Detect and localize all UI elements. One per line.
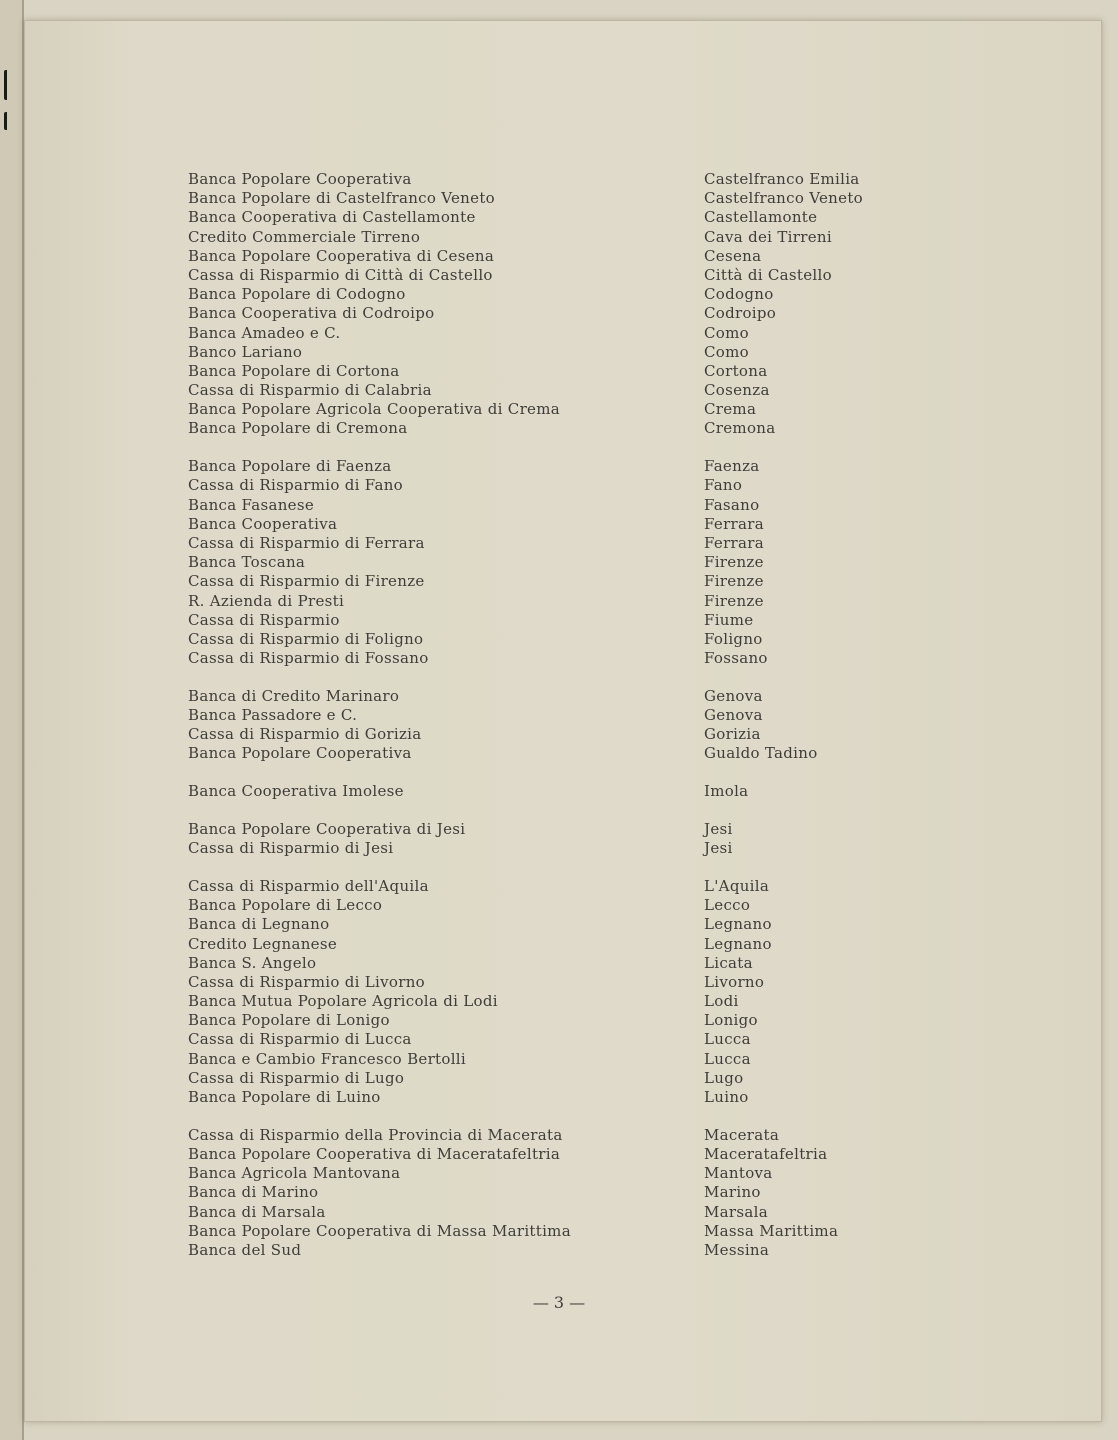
bank-name: Banca Toscana — [188, 553, 306, 572]
list-item — [188, 1241, 1068, 1260]
city-name: Massa Marittima — [704, 1221, 839, 1240]
bank-name: Banca S. Angelo — [188, 953, 317, 972]
bank-name: Banca Popolare Cooperativa — [188, 170, 412, 188]
list-item — [188, 419, 1068, 438]
bank-name: Cassa di Risparmio di Ferrara — [188, 533, 425, 552]
bank-name: Banca Mutua Popolare Agricola di Lodi — [188, 992, 498, 1011]
list-item — [188, 954, 1068, 973]
bank-name: Banca Popolare Cooperativa di Cesena — [188, 246, 495, 265]
city-name: Faenza — [704, 457, 760, 476]
city-name: Imola — [704, 782, 749, 801]
bank-name: Banca di Marino — [188, 1183, 319, 1202]
city-name: Lodi — [704, 992, 739, 1011]
bank-name: Banca Amadeo e C. — [188, 323, 341, 342]
city-name: Cava dei Tirreni — [704, 227, 832, 246]
bank-name: Credito Commerciale Tirreno — [188, 227, 421, 246]
city-name: Città di Castello — [704, 265, 832, 284]
bank-name: Cassa di Risparmio — [188, 610, 340, 629]
list-item — [188, 381, 1068, 400]
list-item — [188, 782, 1068, 801]
bank-name: Cassa di Risparmio di Lucca — [188, 1030, 412, 1049]
list-item — [188, 515, 1068, 534]
city-name: Castellamonte — [704, 208, 818, 227]
list-item — [188, 896, 1068, 915]
list-item — [188, 935, 1068, 954]
city-name: Gualdo Tadino — [704, 744, 818, 763]
city-name: L'Aquila — [704, 876, 770, 895]
bank-name: Banca e Cambio Francesco Bertolli — [188, 1049, 467, 1068]
city-name: Firenze — [704, 553, 764, 572]
city-name: Lugo — [704, 1068, 744, 1087]
city-name: Livorno — [704, 972, 765, 991]
city-name: Fossano — [704, 649, 768, 668]
bank-name: Banca Popolare Cooperativa di Massa Marittima — [188, 1221, 571, 1240]
city-name: Cosenza — [704, 381, 770, 400]
bank-name: Banca Popolare Cooperativa — [188, 744, 412, 763]
city-name: Legnano — [704, 934, 772, 953]
list-item — [188, 362, 1068, 381]
list-item — [188, 534, 1068, 553]
list-item — [188, 228, 1068, 247]
bank-name: Cassa di Risparmio di Jesi — [188, 839, 394, 858]
list-item — [188, 304, 1068, 323]
list-item — [188, 189, 1068, 208]
bank-name: Banca Cooperativa — [188, 514, 338, 533]
city-name: Crema — [704, 400, 757, 419]
city-name: Cortona — [704, 361, 768, 380]
city-name: Cremona — [704, 419, 776, 438]
bank-name: Cassa di Risparmio di Città di Castello — [188, 265, 493, 284]
bank-name: Banca Passadore e C. — [188, 706, 358, 725]
city-name: Cesena — [704, 246, 762, 265]
list-item — [188, 1164, 1068, 1183]
bank-name: Banca Popolare Cooperativa di Maceratafeltria — [188, 1145, 561, 1163]
city-name: Lucca — [704, 1030, 751, 1049]
entry-group — [188, 457, 1068, 668]
city-name: Como — [704, 323, 749, 342]
list-item — [188, 1011, 1068, 1030]
bank-listing — [188, 170, 1068, 1279]
bank-name: Banca Fasanese — [188, 495, 315, 514]
list-item — [188, 324, 1068, 343]
list-item — [188, 1145, 1068, 1164]
list-item — [188, 400, 1068, 419]
list-item — [188, 877, 1068, 896]
bank-name: Cassa di Risparmio di Calabria — [188, 381, 432, 400]
city-name: Codogno — [704, 285, 774, 304]
city-name: Lucca — [704, 1049, 751, 1068]
list-item — [188, 1088, 1068, 1107]
list-item — [188, 1183, 1068, 1202]
city-name: Jesi — [704, 839, 733, 858]
list-item — [188, 915, 1068, 934]
bank-name: Banca di Credito Marinaro — [188, 686, 400, 705]
city-name: Castelfranco Emilia — [704, 170, 860, 188]
city-name: Genova — [704, 706, 763, 725]
bank-name: Banca Popolare di Codogno — [188, 285, 406, 304]
city-name: Legnano — [704, 915, 772, 934]
city-name: Lonigo — [704, 1011, 758, 1030]
city-name: Fano — [704, 476, 743, 495]
bank-name: Cassa di Risparmio di Fano — [188, 476, 404, 495]
entry-group — [188, 170, 1068, 439]
city-name: Castelfranco Veneto — [704, 189, 863, 208]
city-name: Ferrara — [704, 514, 764, 533]
bank-name: Banca Popolare Agricola Cooperativa di Crema — [188, 400, 560, 419]
bank-name: Banca Popolare di Cremona — [188, 419, 408, 438]
bank-name: Banca Cooperativa Imolese — [188, 782, 404, 801]
city-name: Fasano — [704, 495, 760, 514]
bank-name: Cassa di Risparmio di Foligno — [188, 629, 424, 648]
city-name: Licata — [704, 953, 753, 972]
city-name: Maceratafeltria — [704, 1145, 828, 1163]
bank-name: Banco Lariano — [188, 342, 303, 361]
list-item — [188, 285, 1068, 304]
city-name: Jesi — [704, 820, 733, 838]
city-name: Macerata — [704, 1125, 780, 1144]
city-name: Marsala — [704, 1202, 768, 1221]
city-name: Fiume — [704, 610, 754, 629]
city-name: Messina — [704, 1240, 770, 1259]
entry-group — [188, 782, 1068, 801]
list-item — [188, 247, 1068, 266]
bank-name: Banca Popolare Cooperativa di Jesi — [188, 820, 466, 838]
bank-name: Banca Agricola Mantovana — [188, 1164, 401, 1183]
city-name: Genova — [704, 686, 763, 705]
list-item — [188, 1203, 1068, 1222]
page-binding — [0, 0, 24, 1440]
bank-name: Banca Popolare di Lecco — [188, 896, 383, 915]
entry-group — [188, 877, 1068, 1107]
city-name: Marino — [704, 1183, 761, 1202]
page-number: — 3 — — [532, 1293, 586, 1312]
bank-name: Banca Cooperativa di Castellamonte — [188, 208, 476, 227]
list-item — [188, 170, 1068, 189]
city-name: Firenze — [704, 591, 764, 610]
list-item — [188, 687, 1068, 706]
list-item — [188, 1069, 1068, 1088]
list-item — [188, 457, 1068, 476]
list-item — [188, 973, 1068, 992]
bank-name: Banca del Sud — [188, 1240, 302, 1259]
city-name: Como — [704, 342, 749, 361]
list-item — [188, 553, 1068, 572]
bank-name: Banca Cooperativa di Codroipo — [188, 304, 435, 323]
city-name: Firenze — [704, 572, 764, 591]
list-item — [188, 572, 1068, 591]
list-item — [188, 1222, 1068, 1241]
bank-name: Cassa di Risparmio di Lugo — [188, 1068, 405, 1087]
bank-name: R. Azienda di Presti — [188, 591, 345, 610]
list-item — [188, 630, 1068, 649]
list-item — [188, 992, 1068, 1011]
bank-name: Cassa di Risparmio di Fossano — [188, 649, 429, 668]
list-item — [188, 1126, 1068, 1145]
entry-group — [188, 1126, 1068, 1260]
city-name: Mantova — [704, 1164, 773, 1183]
list-item — [188, 496, 1068, 515]
city-name: Luino — [704, 1088, 749, 1107]
list-item — [188, 476, 1068, 495]
bank-name: Banca di Marsala — [188, 1202, 326, 1221]
bank-name: Banca Popolare di Cortona — [188, 361, 400, 380]
list-item — [188, 343, 1068, 362]
bank-name: Credito Legnanese — [188, 934, 338, 953]
list-item — [188, 744, 1068, 763]
bank-name: Banca di Legnano — [188, 915, 330, 934]
list-item — [188, 725, 1068, 744]
list-item — [188, 1030, 1068, 1049]
list-item — [188, 649, 1068, 668]
city-name: Foligno — [704, 629, 763, 648]
bank-name: Cassa di Risparmio di Firenze — [188, 572, 425, 591]
bank-name: Cassa di Risparmio della Provincia di Macerata — [188, 1125, 563, 1144]
list-item — [188, 266, 1068, 285]
list-item — [188, 1050, 1068, 1069]
list-item — [188, 208, 1068, 227]
bank-name: Cassa di Risparmio dell'Aquila — [188, 876, 429, 895]
list-item — [188, 592, 1068, 611]
bank-name: Cassa di Risparmio di Livorno — [188, 972, 426, 991]
list-item — [188, 820, 1068, 839]
bank-name: Banca Popolare di Castelfranco Veneto — [188, 189, 495, 208]
entry-group — [188, 687, 1068, 764]
city-name: Lecco — [704, 896, 751, 915]
city-name: Codroipo — [704, 304, 777, 323]
staple — [4, 112, 13, 130]
staple — [4, 70, 13, 100]
list-item — [188, 706, 1068, 725]
bank-name: Banca Popolare di Faenza — [188, 457, 392, 476]
bank-name: Banca Popolare di Luino — [188, 1088, 381, 1107]
city-name: Ferrara — [704, 533, 764, 552]
bank-name: Banca Popolare di Lonigo — [188, 1011, 390, 1030]
city-name: Gorizia — [704, 725, 761, 744]
entry-group — [188, 820, 1068, 858]
list-item — [188, 611, 1068, 630]
bank-name: Cassa di Risparmio di Gorizia — [188, 725, 422, 744]
list-item — [188, 839, 1068, 858]
